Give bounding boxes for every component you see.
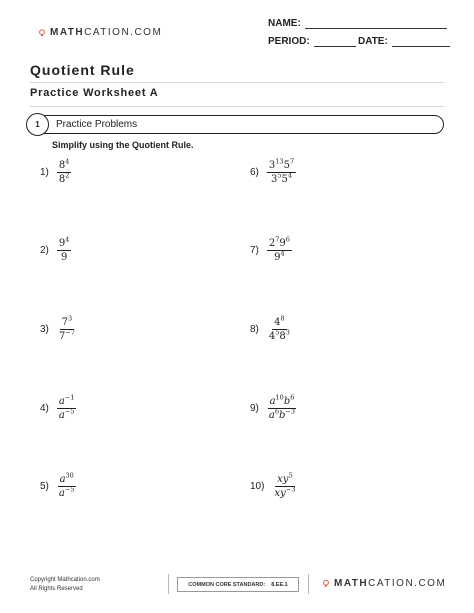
- date-field[interactable]: [358, 36, 450, 47]
- problem-number: 6): [250, 167, 259, 178]
- term-exponent: 5: [275, 328, 280, 337]
- term-base: xy: [274, 488, 286, 499]
- standard-value: 8.EE.1: [271, 581, 288, 588]
- name-line[interactable]: [305, 18, 447, 29]
- fraction: [57, 471, 77, 499]
- term-base: 7: [61, 317, 68, 328]
- term-exponent: 4: [65, 235, 70, 244]
- denominator: [57, 409, 77, 421]
- fraction: [267, 235, 292, 263]
- divider: [30, 106, 444, 107]
- term-base: 3: [270, 174, 278, 185]
- copyright-line-1: Copyright Mathcation.com: [30, 577, 100, 583]
- term-exponent: 7: [275, 235, 280, 244]
- period-line[interactable]: [314, 36, 356, 47]
- denominator: [59, 251, 69, 263]
- problem-9: [250, 393, 297, 421]
- common-core-standard-box: [177, 577, 299, 592]
- term-exponent: 3: [68, 314, 73, 323]
- term-exponent: 8: [280, 314, 285, 323]
- denominator: [272, 251, 287, 263]
- term-base: xy: [277, 474, 289, 485]
- denominator: [57, 487, 77, 499]
- problem-5: [40, 471, 76, 499]
- term-base: a: [59, 474, 66, 485]
- copyright-line-2: All Rights Reserved: [30, 586, 83, 592]
- problem-number: 7): [250, 245, 259, 256]
- problem-3: [40, 314, 77, 342]
- term-exponent: 6: [285, 235, 290, 244]
- period-field[interactable]: [268, 36, 356, 47]
- problem-2: [40, 235, 71, 263]
- problem-1: [40, 157, 71, 185]
- page-subtitle: Practice Worksheet A: [30, 87, 159, 99]
- section-number: 1: [26, 113, 49, 136]
- problem-number: 2): [40, 245, 49, 256]
- fraction: [57, 157, 72, 185]
- period-label: PERIOD:: [268, 36, 310, 47]
- term-exponent: 2: [65, 171, 70, 180]
- lightbulb-icon: [38, 29, 46, 37]
- term-base: 5: [281, 174, 288, 185]
- term-base: a: [269, 396, 276, 407]
- problem-8: [250, 314, 292, 342]
- section-label: Practice Problems: [56, 119, 138, 130]
- term-exponent: 5: [277, 171, 282, 180]
- term-exponent: 7: [289, 157, 295, 166]
- term-base: 9: [60, 252, 68, 263]
- term-base: b: [283, 396, 291, 407]
- logo-rest-text: CATION.COM: [84, 27, 163, 38]
- problem-number: 5): [40, 481, 49, 492]
- term-exponent: −5: [64, 485, 75, 494]
- footer-logo-rest: CATION.COM: [368, 578, 447, 589]
- term-base: 2: [268, 238, 276, 249]
- term-base: a: [58, 488, 65, 499]
- denominator: [269, 173, 294, 185]
- fraction: [57, 393, 77, 421]
- term-exponent: −3: [285, 485, 296, 494]
- problem-number: 4): [40, 403, 49, 414]
- problem-4: [40, 393, 76, 421]
- term-exponent: 30: [65, 471, 74, 480]
- term-base: 5: [283, 160, 290, 171]
- term-base: 8: [58, 174, 66, 185]
- date-line[interactable]: [392, 36, 450, 47]
- problem-number: 9): [250, 403, 259, 414]
- term-exponent: 4: [287, 171, 292, 180]
- denominator: [272, 487, 297, 499]
- term-base: 4: [274, 317, 281, 328]
- fraction: [57, 314, 77, 342]
- fraction: [272, 471, 297, 499]
- term-base: 8: [279, 331, 286, 342]
- denominator: [57, 330, 77, 342]
- term-exponent: −7: [65, 328, 75, 337]
- term-exponent: −5: [64, 407, 75, 416]
- footer-divider: [168, 574, 169, 594]
- term-exponent: 10: [275, 393, 284, 402]
- problem-number: 8): [250, 324, 259, 335]
- term-exponent: 3: [285, 328, 290, 337]
- term-exponent: 13: [275, 157, 284, 166]
- numerator: [267, 235, 292, 251]
- term-base: 9: [274, 252, 281, 263]
- standard-label: COMMON CORE STANDARD:: [188, 581, 266, 588]
- term-base: b: [279, 410, 286, 421]
- instructions: Simplify using the Quotient Rule.: [52, 140, 194, 150]
- term-exponent: 6: [290, 393, 295, 402]
- term-exponent: 6: [274, 407, 280, 416]
- denominator: [267, 330, 292, 342]
- mathcation-logo: [38, 27, 162, 38]
- name-label: NAME:: [268, 18, 301, 29]
- term-base: a: [58, 396, 65, 407]
- term-exponent: 5: [288, 471, 293, 480]
- fraction: [267, 314, 292, 342]
- problem-6: [250, 157, 296, 185]
- problem-number: 10): [250, 481, 265, 492]
- denominator: [267, 409, 297, 421]
- problem-10: [250, 471, 297, 499]
- footer-divider: [308, 574, 309, 594]
- term-exponent: 4: [280, 249, 285, 258]
- term-base: 4: [268, 331, 276, 342]
- lightbulb-icon: [322, 579, 330, 588]
- term-base: 9: [279, 238, 286, 249]
- problem-number: 1): [40, 167, 49, 178]
- page-title: Quotient Rule: [30, 62, 135, 78]
- problem-7: [250, 235, 292, 263]
- term-exponent: −3: [285, 407, 296, 416]
- name-field[interactable]: [268, 18, 447, 29]
- numerator: [57, 235, 72, 251]
- problem-number: 3): [40, 324, 49, 335]
- term-base: a: [268, 410, 275, 421]
- footer-mathcation-logo: [322, 578, 446, 589]
- date-label: DATE:: [358, 36, 388, 47]
- footer-logo-bold: MATH: [334, 578, 369, 589]
- term-base: 9: [58, 238, 66, 249]
- copyright: [30, 576, 100, 594]
- term-base: 8: [58, 160, 66, 171]
- fraction: [267, 393, 297, 421]
- logo-bold-text: MATH: [50, 27, 85, 38]
- divider: [30, 82, 444, 83]
- fraction: [267, 157, 296, 185]
- term-exponent: −1: [64, 393, 75, 402]
- term-base: 7: [58, 331, 66, 342]
- term-base: a: [58, 410, 65, 421]
- denominator: [57, 173, 72, 185]
- term-base: 3: [268, 160, 276, 171]
- term-exponent: 4: [65, 157, 70, 166]
- fraction: [57, 235, 72, 263]
